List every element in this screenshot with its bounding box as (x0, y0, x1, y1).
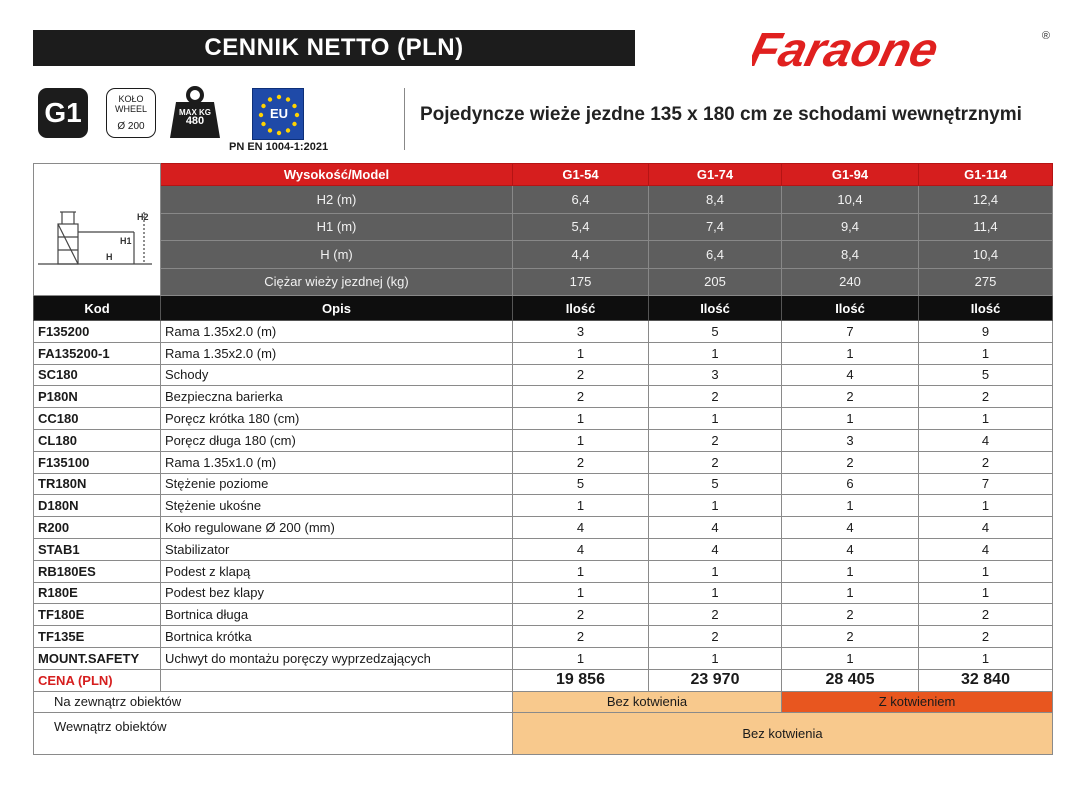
item-quantity: 2 (782, 626, 919, 648)
tower-diagram (34, 164, 161, 296)
item-quantity: 2 (513, 451, 649, 473)
spec-label: Ciężar wieży jezdnej (kg) (161, 268, 513, 295)
item-quantity: 1 (513, 560, 649, 582)
item-description: Koło regulowane Ø 200 (mm) (161, 517, 513, 539)
item-code: SC180 (34, 364, 161, 386)
item-quantity: 7 (919, 473, 1053, 495)
table-row (34, 517, 1053, 539)
item-code: D180N (34, 495, 161, 517)
wheel-badge (106, 88, 156, 138)
item-quantity: 2 (513, 604, 649, 626)
item-quantity: 2 (649, 386, 782, 408)
item-quantity: 1 (782, 647, 919, 669)
spec-value: 275 (919, 268, 1053, 295)
column-header-qty: Ilość (782, 296, 919, 321)
item-quantity: 3 (513, 321, 649, 343)
item-quantity: 1 (919, 582, 1053, 604)
spec-value: 12,4 (919, 186, 1053, 213)
brand-logo (752, 20, 1052, 78)
item-quantity: 2 (782, 451, 919, 473)
table-row (34, 495, 1053, 517)
table-row (34, 582, 1053, 604)
item-quantity: 1 (513, 647, 649, 669)
item-quantity: 5 (513, 473, 649, 495)
item-quantity: 2 (513, 364, 649, 386)
spec-value: 240 (782, 268, 919, 295)
spec-value: 9,4 (782, 213, 919, 240)
item-quantity: 5 (919, 364, 1053, 386)
inside-no-anchor: Bez kotwienia (513, 713, 1053, 755)
item-quantity: 1 (649, 342, 782, 364)
table-row (34, 342, 1053, 364)
spec-value: 10,4 (919, 241, 1053, 268)
item-quantity: 2 (919, 626, 1053, 648)
item-code: TF180E (34, 604, 161, 626)
spec-value: 175 (513, 268, 649, 295)
table-row (34, 626, 1053, 648)
item-quantity: 1 (782, 582, 919, 604)
spec-value: 10,4 (782, 186, 919, 213)
spec-value: 205 (649, 268, 782, 295)
table-row (34, 473, 1053, 495)
item-quantity: 2 (919, 604, 1053, 626)
spec-value: 6,4 (649, 241, 782, 268)
item-code: R180E (34, 582, 161, 604)
spec-value: 7,4 (649, 213, 782, 240)
item-quantity: 3 (649, 364, 782, 386)
wheel-diameter: Ø 200 (117, 121, 145, 132)
item-quantity: 4 (919, 538, 1053, 560)
item-code: TF135E (34, 626, 161, 648)
item-quantity: 2 (513, 386, 649, 408)
item-code: R200 (34, 517, 161, 539)
item-description: Stężenie ukośne (161, 495, 513, 517)
item-quantity: 2 (649, 429, 782, 451)
item-quantity: 4 (649, 517, 782, 539)
page-title: CENNIK NETTO (PLN) (33, 30, 635, 66)
column-header-opis: Opis (161, 296, 513, 321)
diagram-label-h1: H1 (120, 236, 132, 246)
spec-value: 8,4 (782, 241, 919, 268)
item-quantity: 1 (649, 647, 782, 669)
item-description: Stabilizator (161, 538, 513, 560)
item-quantity: 1 (919, 342, 1053, 364)
product-subtitle: Pojedyncze wieże jezdne 135 x 180 cm ze schodami wewnętrznymi (420, 104, 1022, 125)
item-quantity: 1 (919, 495, 1053, 517)
table-row (34, 451, 1053, 473)
item-description: Bezpieczna barierka (161, 386, 513, 408)
table-row (34, 408, 1053, 430)
eu-flag-icon (252, 88, 304, 140)
model-g1-74: G1-74 (649, 164, 782, 186)
item-quantity: 3 (782, 429, 919, 451)
item-quantity: 1 (782, 560, 919, 582)
outside-no-anchor: Bez kotwienia (513, 691, 782, 713)
column-header-qty: Ilość (649, 296, 782, 321)
item-quantity: 2 (649, 451, 782, 473)
item-description: Rama 1.35x2.0 (m) (161, 321, 513, 343)
item-quantity: 2 (649, 604, 782, 626)
price-empty (161, 669, 513, 691)
item-code: STAB1 (34, 538, 161, 560)
item-quantity: 5 (649, 473, 782, 495)
item-quantity: 2 (782, 604, 919, 626)
item-description: Podest bez klapy (161, 582, 513, 604)
spec-value: 6,4 (513, 186, 649, 213)
price-value: 28 405 (782, 669, 919, 691)
series-badge: G1 (38, 88, 88, 138)
item-quantity: 1 (649, 408, 782, 430)
diagram-label-h: H (106, 252, 113, 262)
price-row (34, 669, 1053, 691)
item-quantity: 1 (919, 408, 1053, 430)
item-quantity: 4 (513, 538, 649, 560)
item-description: Bortnica długa (161, 604, 513, 626)
wheel-label-pl: KOŁO (118, 94, 144, 104)
table-row (34, 560, 1053, 582)
item-code: F135100 (34, 451, 161, 473)
header-divider (404, 88, 405, 150)
price-value: 19 856 (513, 669, 649, 691)
table-row (34, 364, 1053, 386)
diagram-label-h2: H2 (137, 212, 149, 222)
item-description: Uchwyt do montażu poręczy wyprzedzających (161, 647, 513, 669)
item-description: Poręcz krótka 180 (cm) (161, 408, 513, 430)
item-code: CC180 (34, 408, 161, 430)
tower-diagram-graphic (34, 164, 159, 292)
item-quantity: 4 (649, 538, 782, 560)
item-quantity: 1 (513, 429, 649, 451)
model-header: Wysokość/Model (161, 164, 513, 186)
item-quantity: 1 (649, 495, 782, 517)
item-description: Poręcz długa 180 (cm) (161, 429, 513, 451)
spec-value: 5,4 (513, 213, 649, 240)
spec-label: H1 (m) (161, 213, 513, 240)
item-quantity: 1 (782, 495, 919, 517)
price-table (33, 163, 1053, 755)
column-header-kod: Kod (34, 296, 161, 321)
spec-value: 8,4 (649, 186, 782, 213)
item-quantity: 4 (782, 538, 919, 560)
item-quantity: 4 (919, 517, 1053, 539)
item-quantity: 4 (782, 364, 919, 386)
spec-value: 4,4 (513, 241, 649, 268)
table-row (34, 386, 1053, 408)
item-quantity: 1 (919, 647, 1053, 669)
item-quantity: 1 (649, 560, 782, 582)
item-code: F135200 (34, 321, 161, 343)
max-load-badge (168, 108, 222, 126)
outside-anchor: Z kotwieniem (782, 691, 1053, 713)
registered-mark: ® (1041, 30, 1050, 42)
item-code: MOUNT.SAFETY (34, 647, 161, 669)
model-g1-114: G1-114 (919, 164, 1053, 186)
outside-row (34, 691, 1053, 713)
item-quantity: 1 (782, 342, 919, 364)
item-quantity: 2 (919, 386, 1053, 408)
item-quantity: 1 (513, 408, 649, 430)
item-quantity: 4 (513, 517, 649, 539)
item-quantity: 1 (513, 495, 649, 517)
item-description: Podest z klapą (161, 560, 513, 582)
max-load-label: MAX KG (179, 108, 211, 117)
item-description: Bortnica krótka (161, 626, 513, 648)
eu-label: EU (269, 106, 289, 121)
item-quantity: 2 (782, 386, 919, 408)
item-description: Stężenie poziome (161, 473, 513, 495)
item-quantity: 2 (513, 626, 649, 648)
model-g1-94: G1-94 (782, 164, 919, 186)
item-quantity: 1 (513, 342, 649, 364)
price-label: CENA (PLN) (34, 669, 161, 691)
model-g1-54: G1-54 (513, 164, 649, 186)
item-quantity: 1 (649, 582, 782, 604)
table-row (34, 429, 1053, 451)
table-row (34, 321, 1053, 343)
brand-logo-graphic (752, 20, 1052, 78)
item-quantity: 9 (919, 321, 1053, 343)
item-quantity: 1 (782, 408, 919, 430)
spec-value: 11,4 (919, 213, 1053, 240)
item-quantity: 2 (919, 451, 1053, 473)
table-row (34, 538, 1053, 560)
item-description: Rama 1.35x2.0 (m) (161, 342, 513, 364)
item-quantity: 6 (782, 473, 919, 495)
norm-label: PN EN 1004-1:2021 (229, 141, 329, 153)
item-quantity: 1 (513, 582, 649, 604)
item-quantity: 7 (782, 321, 919, 343)
table-row (34, 647, 1053, 669)
price-value: 23 970 (649, 669, 782, 691)
item-code: TR180N (34, 473, 161, 495)
item-code: FA135200-1 (34, 342, 161, 364)
wheel-label-en: WHEEL (114, 104, 147, 114)
table-row (34, 604, 1053, 626)
item-quantity: 5 (649, 321, 782, 343)
item-description: Schody (161, 364, 513, 386)
outside-label: Na zewnątrz obiektów (34, 691, 513, 713)
column-header-qty: Ilość (513, 296, 649, 321)
max-load-value: 480 (185, 115, 205, 127)
item-quantity: 1 (919, 560, 1053, 582)
item-quantity: 4 (919, 429, 1053, 451)
item-quantity: 2 (649, 626, 782, 648)
item-description: Rama 1.35x1.0 (m) (161, 451, 513, 473)
item-code: RB180ES (34, 560, 161, 582)
spec-label: H2 (m) (161, 186, 513, 213)
inside-label: Wewnątrz obiektów (34, 713, 513, 755)
column-header-qty: Ilość (919, 296, 1053, 321)
item-code: CL180 (34, 429, 161, 451)
brand-name: Faraone (752, 23, 944, 77)
item-code: P180N (34, 386, 161, 408)
spec-label: H (m) (161, 241, 513, 268)
item-quantity: 4 (782, 517, 919, 539)
inside-row (34, 713, 1053, 755)
price-value: 32 840 (919, 669, 1053, 691)
